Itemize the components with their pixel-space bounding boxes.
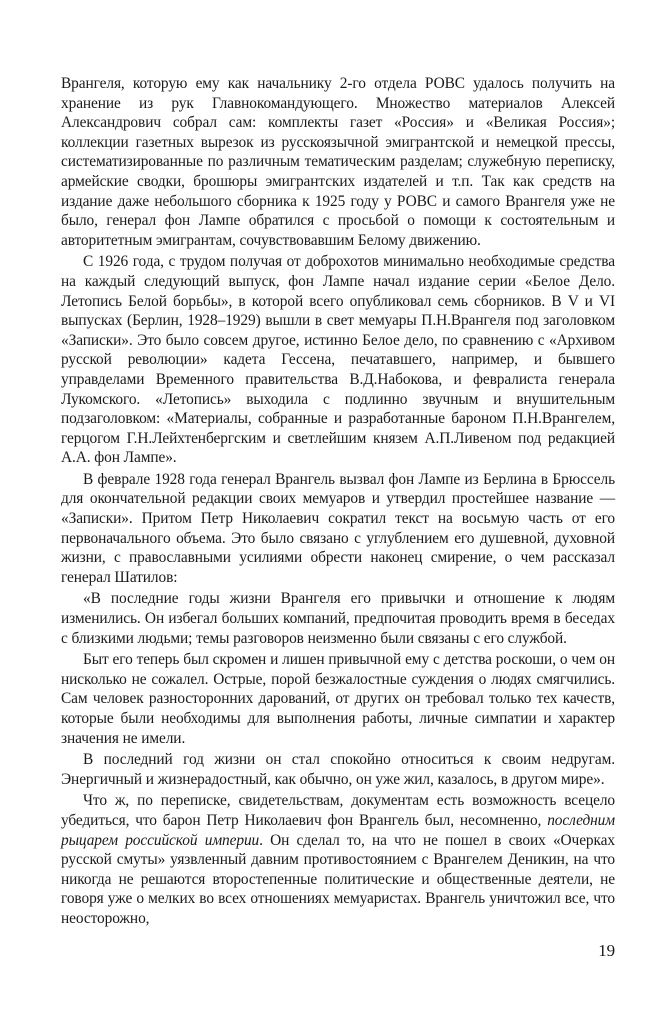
paragraph-3: В феврале 1928 года генерал Врангель вызвал фон Лампе из Берлина в Брюссель для окончательной редакции своих мемуаров и утвердил простейшее название — «Записки». Притом Петр Николаевич сократил текст на восьмую часть от его первоначального объема. Это было связано с углублением его душевной, духовной жизни, с православными усилиями обрести наконец смирение, о чем рассказал генерал Шатилов: — [61, 470, 615, 586]
paragraph-final-end: . Он сделал то, на что не пошел в своих «Очерках русской смуты» уязвленный давним противостоянием с Врангелем Деникин, на что никогда не решаются второстепенные политические и общественные деятели, не говоря уже о мелких во всех отношениях мемуаристах. Врангель уничтожил все, что неосторожно, — [61, 831, 615, 927]
quote-paragraph-2: Быт его теперь был скромен и лишен привычной ему с детства роскоши, о чем он нисколько не сожалел. Острые, порой безжалостные суждения о людях смягчились. Сам человек разносторонних дарований, от других он требовал только тех качеств, которые были необходимы для выполнения работы, личные симпатии и характер значения не имели. — [61, 651, 615, 747]
paragraph-1: Врангеля, которую ему как начальнику 2-го отдела РОВС удалось получить на хранение из рук Главнокомандующего. Множество материалов Алексей Александрович собрал сам: комплекты газет «Россия» и «Великая Россия»; коллекции газетных вырезок из русскоязычной эмигрантской и немецкой прессы, систематизированные по различным тематическим разделам; служебную переписку, армейские сводки, брошюры эмигрантских издателей и т.п. Так как средств на издание даже небольшого сборника к 1925 году у РОВС и самого Врангеля уже не было, генерал фон Лампе обратился с просьбой о помощи к состоятельным и авторитетным эмигрантам, сочувствовавшим Белому движению. — [61, 75, 615, 249]
quote-paragraph-1: «В последние годы жизни Врангеля его привычки и отношение к людям изменились. Он избегал больших компаний, предпочитая проводить время в беседах с близкими людьми; темы разговоров неизменно были связаны с его службой. — [61, 590, 615, 647]
quote-paragraph-3: В последний год жизни он стал спокойно относиться к своим недругам. Энергичный и жизнерадостный, как обычно, он уже жил, казалось, в другом мире». — [61, 751, 615, 788]
paragraph-final-italic: последним рыцарем российской империи — [61, 811, 615, 849]
paragraph-2: С 1926 года, с трудом получая от доброхотов минимально необходимые средства на каждый следующий выпуск, фон Лампе начал издание серии «Белое Дело. Летопись Белой борьбы», в которой всего опубликовал семь сборников. В V и VI выпусках (Берлин, 1928–1929) вышли в свет мемуары П.Н.Врангеля под заголовком «Записки». Это было совсем другое, истинно Белое дело, по сравнению с «Архивом русской революции» кадета Гессена, печатавшего, например, и бывшего управделами Временного правительства В.Д.Набокова, и февралиста генерала Лукомского. «Летопись» выходила с подлинно звучным и внушительным подзаголовком: «Материалы, собранные и разработанные бароном П.Н.Врангелем, герцогом Г.Н.Лейхтенбергским и светлейшим князем А.П.Ливеном под редакцией А.А. фон Лампе». — [61, 253, 615, 467]
paragraph-final-start: Что ж, по переписке, свидетельствам, документам есть возможность всецело убедиться, что барон Петр Николаевич фон Врангель был, несомненно, — [61, 792, 615, 829]
paragraph-final — [61, 791, 615, 928]
page-number: 19 — [598, 941, 615, 960]
